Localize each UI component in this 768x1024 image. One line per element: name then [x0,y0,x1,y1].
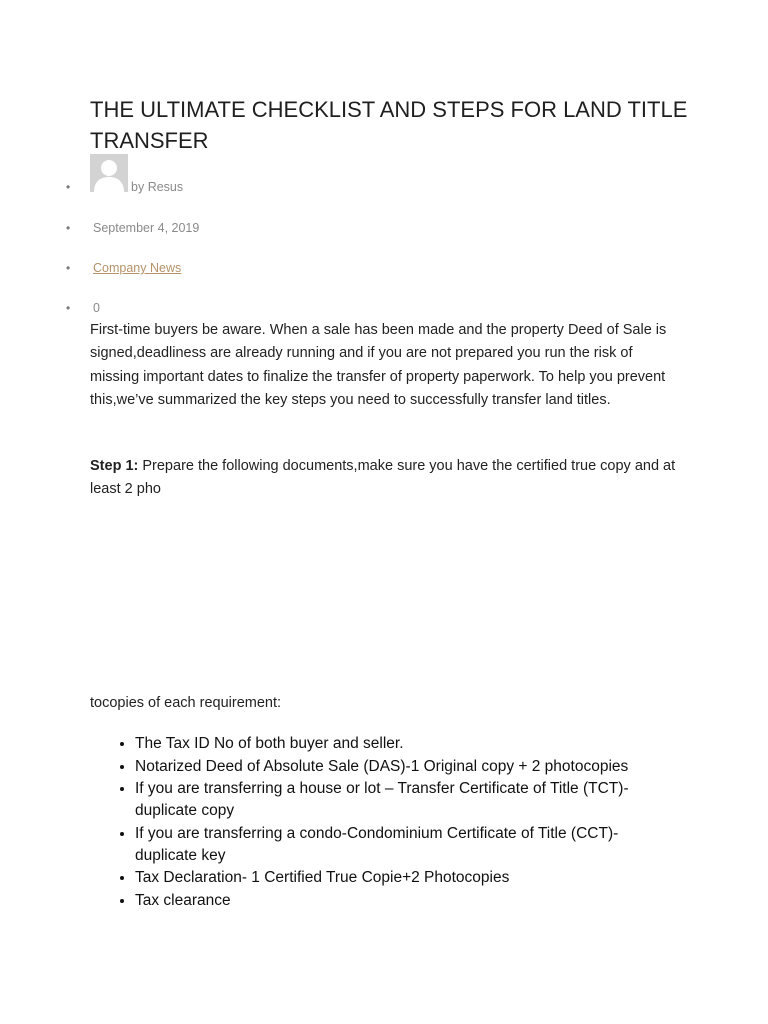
list-item: • If you are transferring a house or lot – Transfer Certificate of Title (TCT)-duplicate copy [135,778,680,822]
author-avatar[interactable] [90,154,128,192]
intro-paragraph: First-time buyers be aware. When a sale has been made and the property Deed of Sale is signed,deadliness are already running and if you are not prepared you run the risk of missing important dates to finalize the transfer of property paperwork. To help you prevent this,we’ve summarized the key steps you need to successfully transfer land titles. [90,322,667,408]
list-item: • If you are transferring a condo-Condominium Certificate of Title (CCT)-duplicate key [135,823,680,867]
list-item: • Notarized Deed of Absolute Sale (DAS)-1 Original copy + 2 photocopies [135,756,680,778]
author-prefix: by [131,180,145,194]
avatar-placeholder-icon [90,154,128,192]
list-item: • Tax Declaration- 1 Certified True Copie+2 Photocopies [135,867,680,889]
step1-paragraph [90,455,680,502]
post-date: September 4, 2019 [93,221,200,235]
author-byline [131,180,183,194]
step1-label: Step 1: [90,458,139,474]
meta-bullet: • [66,180,71,194]
meta-bullet: • [66,301,71,315]
step1-text: Prepare the following documents,make sure you have the certified true copy and at least 2 pho [90,458,676,498]
requirements-list [90,733,680,912]
article-title: THE ULTIMATE CHECKLIST AND STEPS FOR LAND TITLE TRANSFER [90,97,688,153]
meta-bullet: • [66,261,71,275]
author-name[interactable]: Resus [147,180,184,194]
comments-count[interactable]: 0 [93,301,100,315]
step1-continued: tocopies of each requirement: [90,695,282,711]
meta-bullet: • [66,221,71,235]
list-item: • Tax clearance [135,890,680,912]
list-item: • The Tax ID No of both buyer and seller. [135,733,680,755]
category-link[interactable]: Company News [93,261,182,275]
